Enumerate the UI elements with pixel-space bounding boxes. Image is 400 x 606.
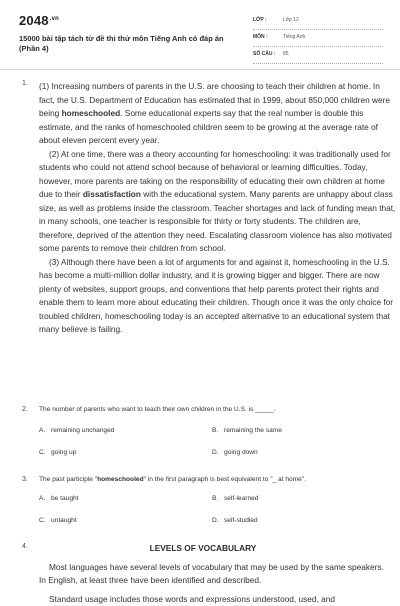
- option-a[interactable]: [39, 427, 114, 434]
- option-c[interactable]: [39, 449, 76, 456]
- stem-text: The past participle ": [39, 476, 98, 483]
- option-b[interactable]: [212, 427, 282, 434]
- passage-paragraph-2: [39, 148, 397, 256]
- question-number: 1.: [22, 80, 28, 87]
- section-title: LEVELS OF VOCABULARY: [149, 543, 257, 553]
- passage-text: (1) Increasing numbers of parents in the U.S. are choosing to teach their children at home. In fact, the U.S. Department of Education has estimated that in 1999, about 850,000 children were being: [39, 81, 390, 118]
- meta-class-value: Lớp 12: [283, 17, 299, 23]
- meta-class-row: [253, 16, 383, 30]
- reading-passage: [39, 80, 397, 337]
- meta-count-label: SỐ CÂU :: [253, 51, 276, 57]
- option-text: remaining the same: [224, 427, 282, 434]
- stem-text: " in the first paragraph is best equivalent to "_ at home".: [143, 476, 307, 483]
- logo-main: 2048: [19, 13, 49, 28]
- question-stem: [39, 476, 379, 483]
- document-meta: [253, 16, 383, 67]
- header-divider: [0, 69, 400, 70]
- option-a[interactable]: [39, 495, 79, 502]
- logo-sub: .vn: [49, 15, 60, 22]
- passage-text: with the educational system. Many parents are unhappy about class size, as well as problems inside the classroom. Teacher shortages and lack of funding mean that, in many schools, one teacher is responsible for thirty or forty students. The children are, therefore, deprived of the attention they need. Escalating classroom violence has also motivated some parents to remove their children from school.: [39, 189, 396, 253]
- option-text: self-studied: [224, 517, 258, 524]
- option-letter: D.: [212, 449, 219, 456]
- passage-text: (3) Although there have been a lot of arguments for and against it, homeschooling in the U.S. has become a multi-million dollar industry, and it is growing bigger and bigger. There are now plenty of websites, support groups, and conventions that help parents protect their rights and enable them to learn more about educating their children. Though once it was the only choice for troubled children, homeschooling today is an accepted alternative to an educational system that many believe is failing.: [39, 256, 394, 334]
- option-text: untaught: [51, 517, 77, 524]
- meta-subject-value: Tiếng Anh: [283, 34, 306, 40]
- passage-text: (2) At one time, there was a theory accounting for homeschooling: it was traditionally used for students who could not attend school because of behavioral or learning difficulties. Today, however, more parents are taking on the responsibility of educating their own children at home due to their: [39, 148, 391, 199]
- meta-count-row: [253, 50, 383, 64]
- option-letter: D.: [212, 517, 219, 524]
- option-text: going up: [51, 449, 77, 456]
- passage-paragraph-1: [39, 80, 397, 148]
- option-letter: A.: [39, 427, 46, 434]
- document-header: [0, 0, 400, 66]
- question-number: 4.: [22, 543, 28, 550]
- option-letter: B.: [212, 495, 219, 502]
- document-title: 15000 bài tập tách từ đề thi thử môn Tiếng Anh có đáp án (Phần 4): [19, 34, 224, 53]
- option-letter: C.: [39, 517, 46, 524]
- option-letter: A.: [39, 495, 46, 502]
- option-text: be taught: [51, 495, 79, 502]
- meta-class-label: LỚP :: [253, 17, 267, 23]
- option-text: self-learned: [224, 495, 259, 502]
- passage-text: . Some educational experts say that the real number is double this estimate, and the ranks of homeschooled children seem to be growing at the average rate of about eleven percent every year.: [39, 108, 378, 145]
- option-d[interactable]: [212, 449, 258, 456]
- passage-paragraph-3: [39, 256, 397, 337]
- q4-paragraph-cut: Standard usage includes those words and expressions understood, used, and: [49, 594, 335, 604]
- option-b[interactable]: [212, 495, 258, 502]
- option-letter: C.: [39, 449, 46, 456]
- option-d[interactable]: [212, 517, 258, 524]
- question-number: 2.: [22, 406, 28, 413]
- option-text: going down: [224, 449, 258, 456]
- site-logo[interactable]: [19, 13, 59, 28]
- meta-count-value: 85: [283, 51, 289, 57]
- question-4-text: [39, 561, 391, 606]
- meta-subject-label: MÔN :: [253, 34, 268, 40]
- passage-bold-term: dissatisfaction: [82, 189, 141, 199]
- question-number: 3.: [22, 476, 28, 483]
- q4-paragraph: Most languages have several levels of vocabulary that may be used by the same speakers. In English, at least three have been identified and described.: [39, 562, 384, 585]
- meta-subject-row: [253, 33, 383, 47]
- option-text: remaining unchanged: [51, 427, 115, 434]
- option-letter: B.: [212, 427, 219, 434]
- stem-bold-term: homeschooled: [97, 476, 144, 483]
- question-stem: The number of parents who want to teach their own children in the U.S. is _____.: [39, 406, 276, 413]
- passage-bold-term: homeschooled: [61, 108, 121, 118]
- option-c[interactable]: [39, 517, 77, 524]
